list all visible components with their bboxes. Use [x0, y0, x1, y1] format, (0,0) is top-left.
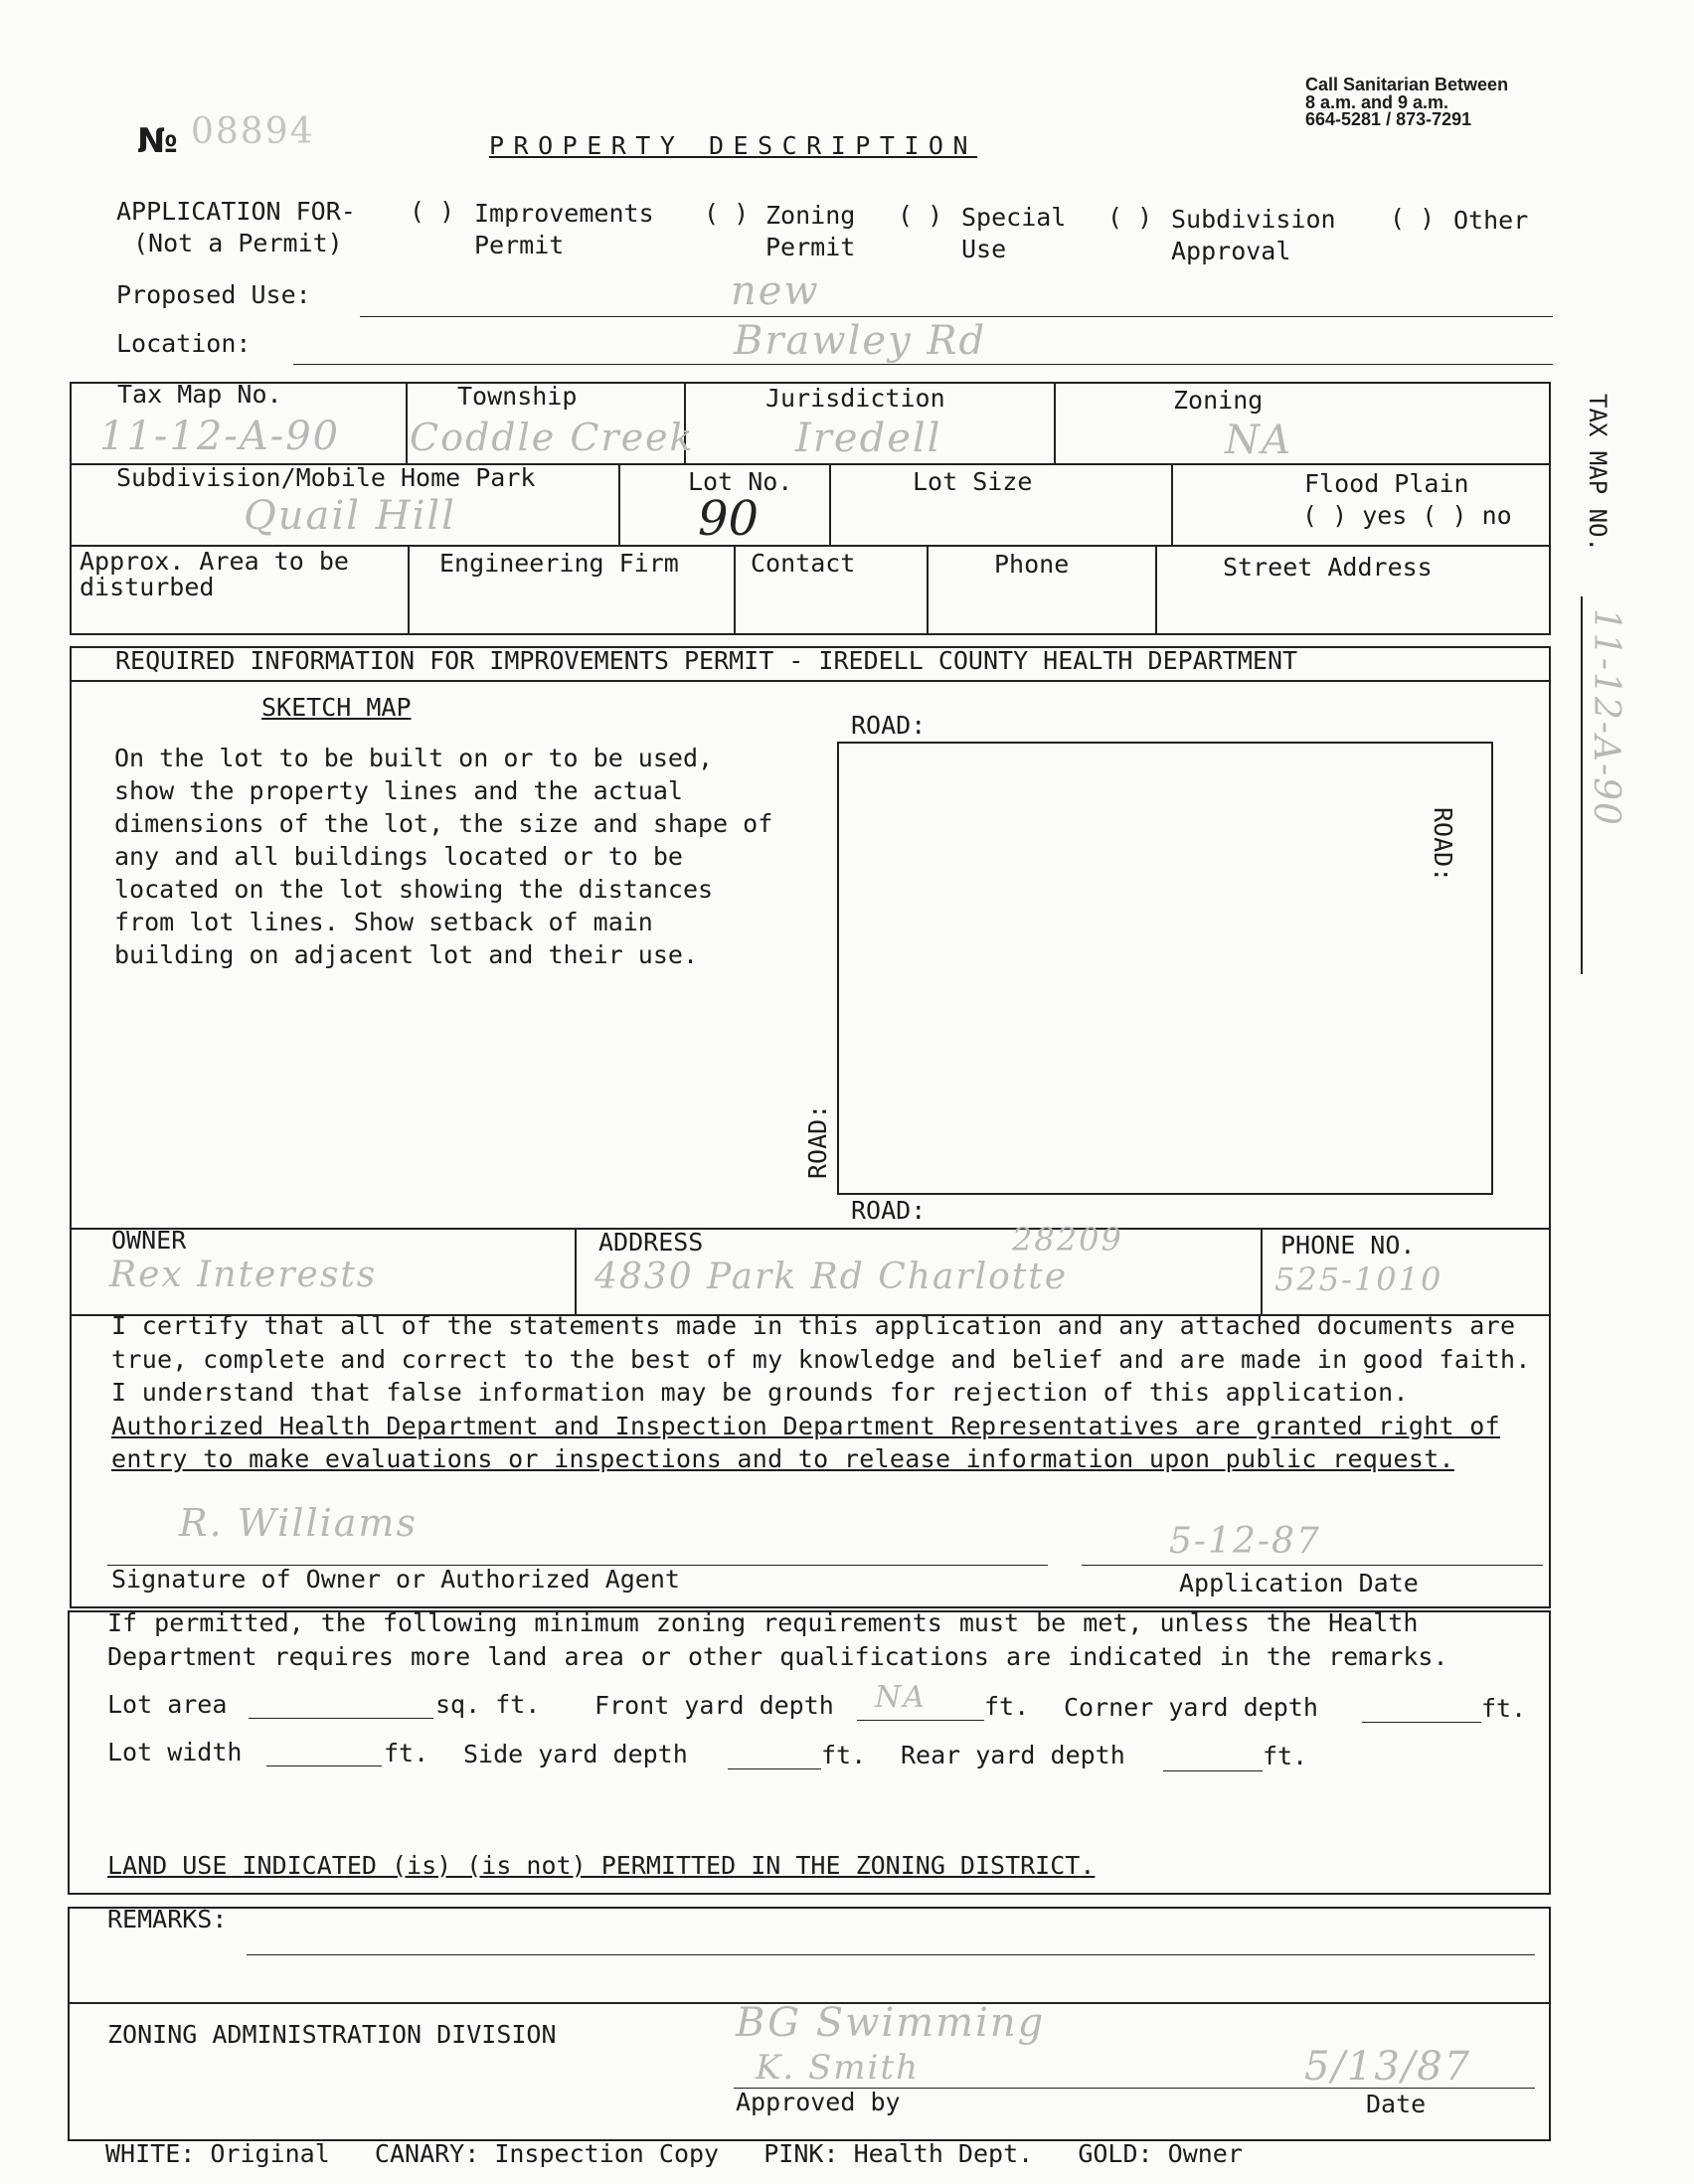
- grid-col-3: [1054, 382, 1056, 463]
- subdivision-checkbox[interactable]: ( ): [1107, 203, 1153, 232]
- not-a-permit-label: (Not a Permit): [133, 229, 343, 257]
- special-use-label-2: Use: [961, 235, 1007, 263]
- road-top-label: ROAD:: [851, 711, 927, 740]
- address-label: ADDRESS: [598, 1228, 704, 1257]
- owner-label: OWNER: [111, 1226, 187, 1255]
- township-value[interactable]: Coddle Creek: [410, 416, 695, 459]
- front-yard-value[interactable]: NA: [875, 1680, 927, 1715]
- call-sanitarian-note: [1305, 75, 1508, 128]
- phone-label: Phone: [994, 550, 1070, 579]
- approx-area-label: Approx. Area to be: [80, 547, 349, 576]
- lot-area-label: Lot area: [107, 1690, 228, 1719]
- subdivision-park-label: Subdivision/Mobile Home Park: [116, 463, 536, 492]
- call-note-line-2: 8 a.m. and 9 a.m.: [1305, 92, 1449, 112]
- certification-underlined: Authorized Health Department and Inspection Department Representatives are granted right of entry to make evaluations or inspections and to release information upon public request.: [111, 1411, 1500, 1473]
- zoning-checkbox[interactable]: ( ): [704, 199, 750, 228]
- remarks-line[interactable]: [247, 1954, 1535, 1955]
- application-date-line: [1082, 1565, 1543, 1566]
- side-yard-label: Side yard depth: [463, 1740, 688, 1768]
- certification-plain: I certify that all of the statements made in this application and any attached documents are true, complete and correct to the best of my knowledge and belief and are made in good faith. I understand that false information may be grounds for rejection of this application.: [111, 1311, 1531, 1407]
- signature-value[interactable]: R. Williams: [179, 1501, 418, 1545]
- location-value[interactable]: Brawley Rd: [734, 318, 987, 364]
- subdivision-park-value[interactable]: Quail Hill: [244, 493, 456, 539]
- grid-col-10: [1155, 545, 1157, 635]
- special-use-checkbox[interactable]: ( ): [898, 201, 943, 230]
- application-date-label: Application Date: [1179, 1569, 1419, 1597]
- zoning-grid-value[interactable]: NA: [1225, 418, 1292, 463]
- owner-value[interactable]: Rex Interests: [109, 1255, 378, 1295]
- corner-yard-label: Corner yard depth: [1064, 1693, 1318, 1722]
- signature-label: Signature of Owner or Authorized Agent: [111, 1565, 680, 1594]
- call-note-line-3: 664-5281 / 873-7291: [1305, 109, 1472, 129]
- zoning-grid-label: Zoning: [1173, 386, 1264, 415]
- road-left-label: ROAD:: [803, 1103, 832, 1179]
- lot-area-line[interactable]: [249, 1718, 433, 1719]
- approved-by-label: Approved by: [736, 2088, 901, 2116]
- front-yard-label: Front yard depth: [594, 1691, 834, 1720]
- rear-yard-label: Rear yard depth: [901, 1741, 1125, 1769]
- contact-label: Contact: [751, 549, 856, 578]
- required-header-divider: [70, 680, 1551, 682]
- call-note-line-1: Call Sanitarian Between: [1305, 75, 1509, 94]
- street-address-label: Street Address: [1223, 553, 1433, 582]
- grid-col-8: [734, 545, 736, 635]
- subdivision-label: Subdivision: [1171, 205, 1336, 234]
- application-date-value[interactable]: 5-12-87: [1169, 1521, 1321, 1562]
- lot-no-value[interactable]: 90: [698, 491, 760, 547]
- sketch-map-title: SKETCH MAP: [261, 693, 412, 722]
- lot-no-label: Lot No.: [688, 467, 793, 496]
- other-label: Other: [1453, 206, 1529, 235]
- location-line: [293, 364, 1553, 365]
- lot-width-line[interactable]: [266, 1765, 382, 1766]
- proposed-use-label: Proposed Use:: [116, 280, 311, 309]
- flood-plain-options[interactable]: ( ) yes ( ) no: [1302, 501, 1512, 530]
- rear-yard-line[interactable]: [1163, 1770, 1263, 1771]
- approved-by-value[interactable]: K. Smith: [756, 2048, 920, 2088]
- land-use-statement: LAND USE INDICATED (is) (is not) PERMITTED IN THE ZONING DISTRICT.: [107, 1851, 1096, 1880]
- address-value[interactable]: 4830 Park Rd Charlotte: [594, 1257, 1069, 1297]
- approved-date-label: Date: [1366, 2090, 1427, 2118]
- approved-date-value[interactable]: 5/13/87: [1304, 2044, 1472, 2090]
- other-checkbox[interactable]: ( ): [1390, 204, 1436, 233]
- form-number-value: 08894: [191, 111, 315, 152]
- road-bottom-label: ROAD:: [851, 1196, 927, 1225]
- approx-area-label-2: disturbed: [80, 573, 215, 601]
- phone-no-label: PHONE NO.: [1280, 1231, 1416, 1260]
- engineering-firm-label: Engineering Firm: [439, 549, 679, 578]
- address-zip-value[interactable]: 28209: [1012, 1221, 1123, 1259]
- grid-col-6: [1171, 463, 1173, 545]
- proposed-use-value[interactable]: new: [731, 268, 820, 314]
- grid-col-7: [408, 545, 410, 635]
- proposed-use-line: [360, 316, 1553, 317]
- phone-no-value[interactable]: 525-1010: [1274, 1260, 1443, 1298]
- zoning-label: Zoning: [765, 201, 856, 230]
- zoning-label-2: Permit: [765, 233, 856, 261]
- location-label: Location:: [116, 329, 252, 358]
- side-tax-map-value: 11-12-A-90: [1586, 608, 1626, 827]
- side-yard-line[interactable]: [728, 1768, 821, 1769]
- improvements-checkbox[interactable]: ( ): [410, 197, 455, 226]
- corner-yard-line[interactable]: [1362, 1722, 1481, 1723]
- improvements-label: Improvements: [474, 199, 654, 228]
- subdivision-label-2: Approval: [1171, 237, 1291, 265]
- tax-map-value[interactable]: 11-12-A-90: [99, 414, 341, 459]
- grid-col-1: [406, 382, 408, 463]
- side-tax-map-label: TAX MAP NO.: [1584, 394, 1611, 552]
- lot-size-label: Lot Size: [913, 467, 1033, 496]
- certification-text: [111, 1309, 1533, 1476]
- owner-row-top: [70, 1228, 1551, 1230]
- rear-ft-label: ft.: [1263, 1742, 1308, 1770]
- copy-distribution-footer: WHITE: Original CANARY: Inspection Copy PINK: Health Dept. GOLD: Owner: [105, 2139, 1243, 2168]
- front-ft-label: ft.: [984, 1692, 1030, 1721]
- grid-col-9: [927, 545, 929, 635]
- lot-width-label: Lot width: [107, 1738, 243, 1766]
- grid-col-5: [829, 463, 831, 545]
- required-info-header: REQUIRED INFORMATION FOR IMPROVEMENTS PERMIT - IREDELL COUNTY HEALTH DEPARTMENT: [115, 646, 1298, 675]
- remarks-label: REMARKS:: [107, 1905, 228, 1933]
- lot-width-ft-label: ft.: [384, 1739, 429, 1767]
- jurisdiction-value[interactable]: Iredell: [795, 416, 942, 461]
- zoning-admin-value: BG Swimming: [736, 2000, 1046, 2046]
- zoning-admin-label: ZONING ADMINISTRATION DIVISION: [107, 2020, 557, 2049]
- special-use-label: Special: [961, 203, 1067, 232]
- application-for-label: APPLICATION FOR-: [116, 197, 356, 226]
- front-yard-line[interactable]: [857, 1720, 984, 1721]
- sketch-map-instructions: On the lot to be built on or to be used, show the property lines and the actual dimensions of the lot, the size and shape of any and all buildings located or to be located on the lot showing the distances from lot lines. Show setback of main building on adjacent lot and their use.: [114, 744, 773, 969]
- zoning-requirements-intro: If permitted, the following minimum zoning requirements must be met, unless the Health Department requires more land area or other qualifications are indicated in the remarks.: [107, 1608, 1448, 1671]
- improvements-label-2: Permit: [474, 231, 565, 259]
- form-title: PROPERTY DESCRIPTION: [489, 131, 978, 160]
- grid-col-4: [618, 463, 620, 545]
- jurisdiction-label: Jurisdiction: [765, 384, 945, 413]
- sketch-map-box[interactable]: [837, 742, 1493, 1195]
- side-ft-label: ft.: [821, 1741, 867, 1769]
- tax-map-label: Tax Map No.: [117, 380, 282, 409]
- sqft-label: sq. ft.: [435, 1690, 541, 1719]
- township-label: Township: [457, 382, 578, 411]
- form-number-label: №: [137, 121, 178, 161]
- road-right-label: ROAD:: [1429, 807, 1457, 883]
- owner-col-1: [575, 1228, 577, 1314]
- flood-plain-label: Flood Plain: [1304, 469, 1469, 498]
- owner-col-2: [1261, 1228, 1263, 1314]
- side-tax-map-line: [1581, 596, 1583, 974]
- corner-ft-label: ft.: [1481, 1694, 1527, 1723]
